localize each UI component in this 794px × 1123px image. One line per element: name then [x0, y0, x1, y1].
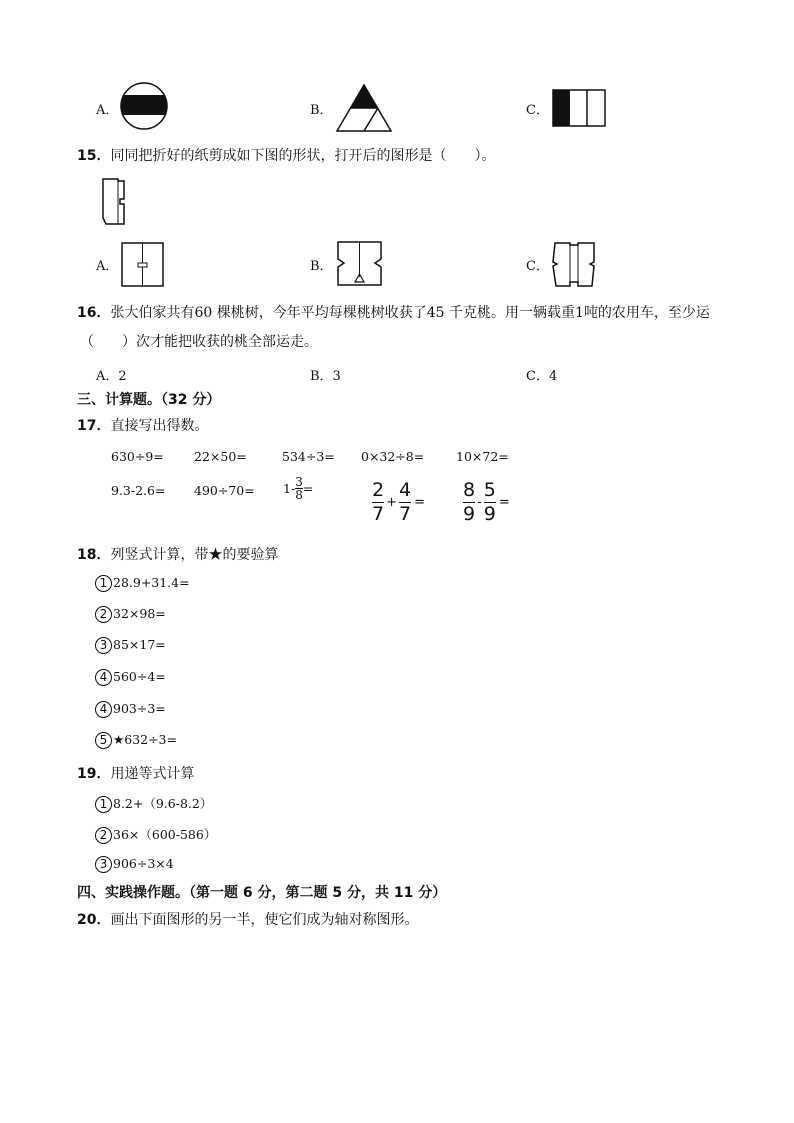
q14-option-a-label: A． [96, 103, 119, 118]
question-text: 用递等式计算 [110, 766, 195, 782]
circled-number: 1 [95, 575, 112, 592]
circled-number: 3 [95, 856, 112, 873]
q18-item [95, 701, 166, 718]
fraction [295, 476, 303, 501]
item-expr: 903÷3= [113, 701, 166, 716]
q19-item [95, 856, 174, 873]
equals: = [302, 481, 314, 496]
numerator: 2 [372, 479, 385, 501]
circled-number: 2 [95, 606, 112, 623]
circled-number: 3 [95, 637, 112, 654]
question-text: 画出下面图形的另一半，使它们成为轴对称图形。 [110, 912, 419, 928]
question-20 [77, 909, 418, 929]
section-3-heading: 三、计算题。（32 分） [77, 392, 221, 408]
q17-mixed-fraction-expr [283, 476, 313, 501]
q14-option-a-figure [120, 82, 170, 132]
q19-item [95, 794, 212, 813]
question-number: 20． [77, 912, 111, 928]
item-expr: 8.2+（9.6-8.2） [113, 796, 213, 811]
question-15 [77, 145, 495, 165]
q15-option-b-figure [337, 241, 383, 287]
question-text: 同同把折好的纸剪成如下图的形状，打开后的图形是（ ）。 [110, 148, 496, 164]
item-expr: ★632÷3= [113, 732, 177, 747]
q18-item [95, 669, 166, 686]
fraction [372, 481, 384, 524]
denominator: 7 [372, 503, 385, 525]
q18-item [95, 637, 166, 654]
q17-expr: 490÷70= [194, 483, 255, 498]
question-16-line1 [77, 302, 710, 322]
fraction [484, 481, 496, 524]
circled-number: 1 [95, 796, 112, 813]
q19-item [95, 825, 216, 844]
q14-option-c-figure [552, 89, 606, 127]
section-4-heading: 四、实践操作题。（第一题 6 分，第二题 5 分，共 11 分） [77, 885, 447, 901]
q17-expr: 534÷3= [282, 449, 335, 464]
q15-option-b-label: B． [310, 259, 333, 274]
denominator: 7 [399, 503, 412, 525]
item-expr: 85×17= [113, 637, 166, 652]
circled-number: 2 [95, 827, 112, 844]
item-expr: 906÷3×4 [113, 856, 174, 871]
q16-option-c: C．4 [526, 369, 558, 384]
numerator: 4 [399, 479, 412, 501]
question-number: 18． [77, 547, 111, 563]
numerator: 8 [463, 479, 476, 501]
item-expr: 36×（600-586） [113, 827, 217, 842]
q17-fraction-subtract-expr [463, 481, 510, 524]
q17-expr: 9.3-2.6= [111, 483, 166, 498]
operator: + [386, 495, 397, 510]
question-text: 直接写出得数。 [110, 418, 209, 434]
question-text: 张大伯家共有60 棵桃树，今年平均每棵桃树收获了45 千克桃。用一辆载重1吨的农用车，至少运 [110, 305, 710, 321]
q14-option-c-label: C． [526, 103, 549, 118]
question-text: 列竖式计算，带★的要验算 [110, 547, 279, 563]
question-17 [77, 415, 208, 435]
circled-number: 5 [95, 732, 112, 749]
q15-folded-paper-figure [100, 178, 134, 226]
circled-number: 4 [95, 669, 112, 686]
circled-number: 4 [95, 701, 112, 718]
fraction [399, 481, 411, 524]
denominator: 9 [483, 503, 496, 525]
q18-item [95, 606, 166, 623]
denominator: 9 [463, 503, 476, 525]
q17-expr: 22×50= [194, 449, 247, 464]
q17-expr: 630÷9= [111, 449, 164, 464]
denominator: 8 [295, 488, 303, 502]
question-16-line2: （ ）次才能把收获的桃全部运走。 [80, 334, 318, 350]
q15-option-a-label: A． [96, 259, 119, 274]
question-18 [77, 544, 278, 564]
q14-option-b-label: B． [310, 103, 333, 118]
equals: = [414, 495, 425, 510]
q15-option-a-figure [121, 242, 165, 287]
q15-option-c-label: C． [526, 259, 549, 274]
numerator: 3 [295, 475, 303, 489]
equals: = [498, 495, 510, 510]
q16-option-a: A．2 [96, 369, 127, 384]
q18-item [95, 575, 190, 592]
operator: - [477, 495, 482, 510]
fraction-whole: 1- [283, 481, 296, 496]
item-expr: 560÷4= [113, 669, 166, 684]
fraction [463, 481, 475, 524]
numerator: 5 [483, 479, 496, 501]
question-number: 17． [77, 418, 111, 434]
q18-item [95, 732, 177, 749]
q14-option-b-figure [336, 84, 392, 132]
question-number: 15． [77, 148, 111, 164]
q17-expr: 0×32÷8= [361, 449, 425, 464]
question-number: 19． [77, 766, 111, 782]
q15-option-c-figure [552, 242, 598, 287]
q17-fraction-add-expr [372, 481, 425, 524]
q16-option-b: B．3 [310, 369, 341, 384]
question-number: 16． [77, 305, 111, 321]
item-expr: 28.9+31.4= [113, 575, 190, 590]
q17-expr: 10×72= [456, 449, 509, 464]
item-expr: 32×98= [113, 606, 166, 621]
question-19 [77, 763, 194, 783]
